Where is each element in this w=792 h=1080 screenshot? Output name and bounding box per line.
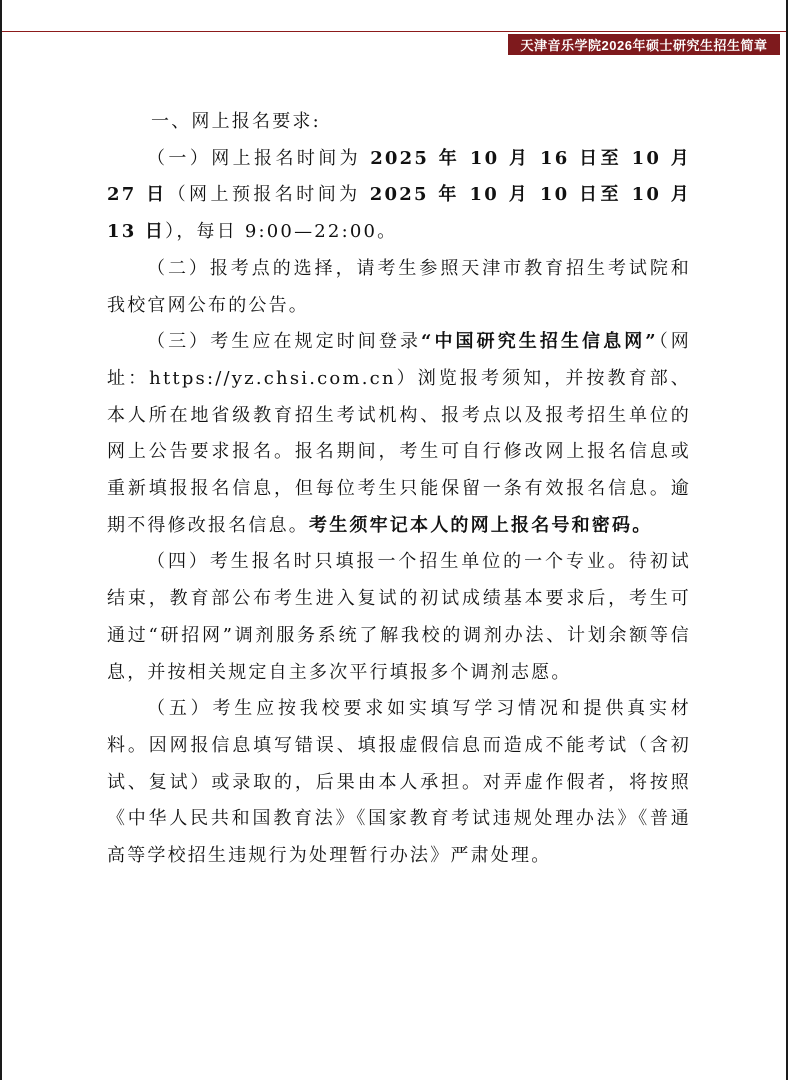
- paragraph-registration-time: [107, 141, 691, 251]
- site-name: “中国研究生招生信息网”: [421, 331, 658, 353]
- daily-hours-text: ），每日 9:00—22:00。: [165, 221, 398, 243]
- header-band: [508, 34, 780, 55]
- document-body: [107, 104, 691, 875]
- paragraph-exam-site: （二）报考点的选择，请考生参照天津市教育招生考试院和我校官网公布的公告。: [107, 257, 691, 316]
- registration-time-text: （一）网上报名时间为: [147, 147, 371, 169]
- paragraph-major-selection: （四）考生报名时只填报一个招生单位的一个专业。待初试结束，教育部公布考生进入复试的初试成绩基本要求后，考生可通过“研招网”调剂服务系统了解我校的调剂办法、计划余额等信息，并按相关规定自主多次平行填报多个调剂志愿。: [107, 551, 691, 683]
- password-reminder: 考生须牢记本人的网上报名号和密码。: [309, 514, 653, 536]
- pre-registration-text: （网上预报名时间为: [167, 184, 370, 206]
- login-details-text: （网址：https://yz.chsi.com.cn）浏览报考须知，并按教育部、本人所在地省级教育招生考试机构、报考点以及报考招生单位的网上公告要求报名。报名期间，考生可自行修改网上报名信息或重新填报报名信息，但每位考生只能保留一条有效报名信息。逾期不得修改报名信息。: [107, 331, 692, 536]
- login-text: （三）考生应在规定时间登录: [147, 331, 422, 353]
- pre-registration-dates: 2025 年 10 月 10 日至 10 月 13 日: [107, 184, 691, 243]
- top-rule: [2, 0, 786, 32]
- paragraph-truthful-info: （五）考生应按我校要求如实填写学习情况和提供真实材料。因网报信息填写错误、填报虚假信息而造成不能考试（含初试、复试）或录取的，后果由本人承担。对弄虚作假者，将按照《中华人民共和国教育法》《国家教育考试违规处理办法》《普通高等学校招生违规行为处理暂行办法》严肃处理。: [107, 698, 691, 867]
- section-heading: 一、网上报名要求:: [151, 111, 321, 132]
- registration-dates: 2025 年 10 月 16 日至 10 月 27 日: [107, 147, 691, 206]
- header-title: 天津音乐学院2026年硕士研究生招生简章: [520, 38, 768, 53]
- paragraph-online-login: [107, 324, 691, 544]
